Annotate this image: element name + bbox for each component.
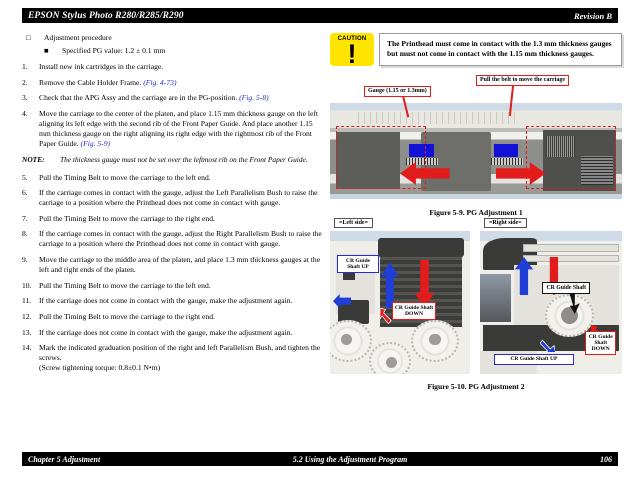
- footer-chapter: Chapter 5 Adjustment: [28, 454, 101, 464]
- note-text: The thickness gauge must not be set over the leftmost rib on the Front Paper Guide.: [60, 154, 308, 164]
- figure-5-9-photo: [330, 103, 622, 199]
- right-shaft-label: CR Guide Shaft: [542, 282, 590, 293]
- step-text: Move the carriage to the middle area of the platen, and place 1.3 mm thickness gauges at the left and right ends of the platen.: [39, 255, 321, 275]
- step-text: Pull the Timing Belt to move the carriage to the left end.: [39, 172, 211, 182]
- procedure-step: [22, 312, 322, 322]
- arrow-right-icon: [496, 161, 546, 186]
- left-top-cover: [378, 238, 465, 257]
- step-text: If the carriage comes in contact with the gauge, adjust the Left Parallelism Bush to raise the carriage to a position where the Printhead does not come in contact with gauge.: [39, 188, 318, 208]
- procedure-step: [22, 78, 322, 88]
- step-text: Pull the Timing Belt to move the carriage to the right end.: [39, 311, 215, 321]
- step-text: Check that the APG Assy and the carriage are in the PG-position. (Fig. 5-8): [39, 93, 269, 103]
- procedure-step: [22, 229, 322, 249]
- header-product-title: EPSON Stylus Photo R280/R285/R290: [28, 10, 184, 21]
- step-number: 2.: [22, 77, 28, 87]
- left-gear-hub-3: [429, 334, 440, 345]
- procedure-step: [22, 173, 322, 183]
- left-arrow-up-icon: [380, 262, 400, 308]
- caution-box: [330, 33, 622, 69]
- steps-group-top: [22, 62, 322, 149]
- page-footer: [22, 452, 618, 466]
- step-number: 14.: [22, 343, 32, 353]
- step-text: If the carriage comes in contact with the gauge, adjust the Right Parallelism Bush to raise the carriage to a position where the Printhead does not come in contact with gauge.: [39, 229, 322, 249]
- spec-row: [22, 46, 322, 55]
- caution-word-label: CAUTION: [337, 36, 367, 42]
- step-number: 3.: [22, 93, 28, 103]
- procedure-heading-row: [22, 33, 322, 42]
- steps-group-bottom: [22, 173, 322, 374]
- step-number: 13.: [22, 327, 32, 337]
- left-small-arrow-blue-icon: [333, 294, 351, 308]
- step-text: If the carriage does not come in contact with the gauge, make the adjustment again.: [39, 296, 293, 306]
- procedure-step: [22, 109, 322, 149]
- right-shaft-down-label: CR Guide Shaft DOWN: [585, 331, 616, 355]
- right-shaft-up-label: CR Guide Shaft UP: [494, 354, 574, 365]
- page-header: [22, 8, 618, 23]
- procedure-step: [22, 281, 322, 291]
- figures-column: [330, 33, 622, 391]
- paper-guide-ribs: [353, 112, 517, 124]
- figure-5-10-left-photo: [330, 231, 470, 374]
- figure-5-10-right-photo: [480, 231, 622, 374]
- right-arrow-up-icon: [514, 257, 534, 296]
- step-number: 6.: [22, 188, 28, 198]
- left-side-label: =Left side=: [334, 218, 373, 228]
- procedure-step: [22, 328, 322, 338]
- figure-5-9: [330, 75, 622, 217]
- arrow-left-icon: [400, 161, 450, 186]
- right-rail-2: [523, 255, 620, 262]
- right-left-body: [480, 274, 511, 323]
- callout-belt-label: Pull the belt to move the carriage: [476, 75, 569, 86]
- left-shaft-down-label: CR Guide Shaft DOWN: [392, 302, 437, 320]
- procedure-heading-label: Adjustment procedure: [44, 33, 112, 42]
- left-shaft-up-label: CR Guide Shaft UP: [337, 255, 379, 273]
- caution-message: The Printhead must come in contact with the 1.3 mm thickness gauges but must not come in contact with the 1.15 mm thickness gauges.: [379, 33, 622, 66]
- figure-5-10-caption: Figure 5-10. PG Adjustment 2: [427, 381, 525, 391]
- thickness-gauge-right: [494, 144, 519, 156]
- step-number: 1.: [22, 62, 28, 71]
- step-text: If the carriage does not come in contact with the gauge, make the adjustment again.: [39, 327, 293, 337]
- procedure-step: [22, 93, 322, 103]
- right-rail-1: [523, 244, 620, 253]
- step-number: 7.: [22, 213, 28, 223]
- step-number: 9.: [22, 255, 28, 265]
- figure-reference-link[interactable]: (Fig. 5-9): [80, 139, 111, 149]
- procedure-step: [22, 343, 322, 373]
- footer-page-number: 106: [600, 454, 612, 464]
- right-small-arrow-blue-icon: [540, 337, 556, 353]
- spec-value-label: Specified PG value: 1.2 ± 0.1 mm: [62, 46, 166, 55]
- step-number: 12.: [22, 311, 32, 321]
- procedure-step: [22, 62, 322, 72]
- header-revision: Revision B: [573, 10, 612, 21]
- step-text: Remove the Cable Holder Frame. (Fig. 4-73): [39, 77, 177, 87]
- step-number: 8.: [22, 229, 28, 239]
- note-label: NOTE:: [22, 154, 45, 164]
- figure-reference-link[interactable]: (Fig. 4-73): [143, 77, 177, 87]
- procedure-step: [22, 188, 322, 208]
- step-text: Move the carriage to the center of the platen, and place 1.15 mm thickness gauge on the left aligning its left edge with the second rib of the Front Paper Guide. And place another 1.15 mm thickness gauge on the right aligning its right edge with the rightmost rib of the Front Paper Guide. (Fig. 5-9): [39, 108, 318, 149]
- procedure-step: [22, 255, 322, 275]
- footer-section: 5.2 Using the Adjustment Program: [292, 454, 408, 464]
- step-text: Mark the indicated graduation position of the right and left Parallelism Bush, and tighten the screws. (Screw tightening torque: 0.8±0.1 N•m): [39, 343, 321, 373]
- step-number: 10.: [22, 280, 32, 290]
- exclamation-icon: !: [347, 39, 357, 69]
- figure-reference-link[interactable]: (Fig. 5-8): [239, 93, 269, 103]
- procedure-step: [22, 296, 322, 306]
- step-number: 11.: [22, 296, 32, 306]
- step-number: 5.: [22, 172, 28, 182]
- procedure-column: [22, 33, 322, 379]
- procedure-step: [22, 214, 322, 224]
- figure-5-10: [330, 218, 622, 391]
- caution-warning-icon: [330, 33, 374, 69]
- figure-5-9-caption: Figure 5-9. PG Adjustment 1: [429, 207, 523, 217]
- step-text: Pull the Timing Belt to move the carriage to the left end.: [39, 280, 211, 290]
- step-subtext: (Screw tightening torque: 0.8±0.1 N•m): [39, 363, 161, 373]
- right-shaft-leader-arrow-icon: [568, 294, 585, 314]
- step-text: Pull the Timing Belt to move the carriage to the right end.: [39, 213, 215, 223]
- step-number: 4.: [22, 108, 28, 118]
- left-arrow-down-icon: [414, 260, 435, 309]
- filled-square-bullet-icon: ■: [44, 46, 49, 55]
- callout-gauge-label: Gauge (1.15 or 1.3mm): [364, 86, 431, 97]
- step-text: Install new ink cartridges in the carriage.: [39, 62, 164, 71]
- note-block: [22, 155, 322, 165]
- hollow-square-bullet-icon: □: [26, 33, 31, 42]
- right-side-label: =Right side=: [484, 218, 527, 228]
